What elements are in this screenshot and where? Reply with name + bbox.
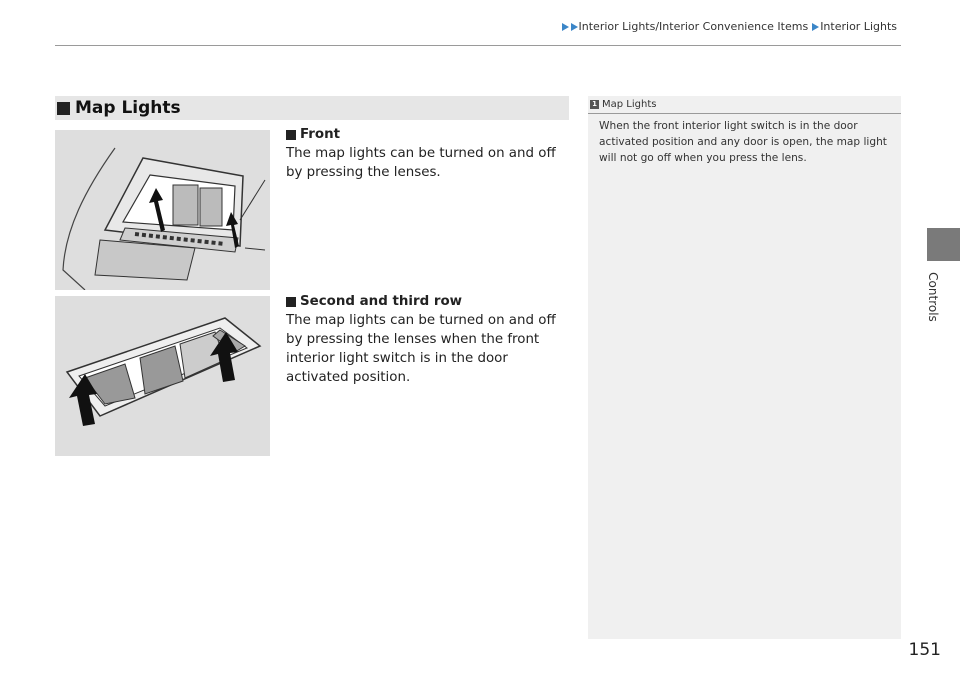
note-heading-text: Map Lights bbox=[602, 99, 657, 110]
front-heading-text: Front bbox=[300, 127, 341, 142]
page-number: 151 bbox=[908, 640, 941, 660]
heading-square-icon bbox=[286, 130, 296, 140]
second-body-text: The map lights can be turned on and off by pressing the lenses when the front interior light switch is in the door activated position. bbox=[286, 313, 556, 385]
rear-map-light-illustration bbox=[55, 296, 270, 456]
breadcrumb-item-interior-lights-convenience[interactable]: Interior Lights/Interior Convenience Items bbox=[578, 20, 809, 33]
section-square-icon bbox=[57, 102, 70, 115]
chapter-tab-label: Controls bbox=[926, 272, 940, 322]
note-marker-icon: 1 bbox=[590, 100, 599, 109]
second-heading-text: Second and third row bbox=[300, 294, 463, 309]
breadcrumb bbox=[562, 20, 901, 33]
note-body-text: When the front interior light switch is in the door activated position and any door is open, the map light will not go off when you press the lens. bbox=[599, 120, 887, 164]
chapter-tab[interactable] bbox=[927, 228, 960, 261]
front-body-text: The map lights can be turned on and off by pressing the lenses. bbox=[286, 146, 556, 180]
breadcrumb-arrow-icon bbox=[562, 23, 569, 31]
front-map-light-image bbox=[55, 130, 270, 290]
breadcrumb-arrow-icon bbox=[571, 23, 578, 31]
side-note-panel bbox=[588, 96, 901, 639]
heading-square-icon bbox=[286, 297, 296, 307]
front-section bbox=[286, 125, 571, 182]
header-divider bbox=[55, 45, 901, 46]
section-title: Map Lights bbox=[75, 98, 181, 118]
breadcrumb-arrow-icon bbox=[812, 23, 819, 31]
note-heading bbox=[588, 96, 901, 114]
second-heading bbox=[286, 292, 571, 311]
front-map-light-illustration bbox=[55, 130, 270, 290]
second-third-row-section bbox=[286, 292, 571, 387]
breadcrumb-item-interior-lights[interactable]: Interior Lights bbox=[820, 20, 897, 33]
section-header bbox=[55, 96, 569, 120]
rear-map-light-image bbox=[55, 296, 270, 456]
front-heading bbox=[286, 125, 571, 144]
